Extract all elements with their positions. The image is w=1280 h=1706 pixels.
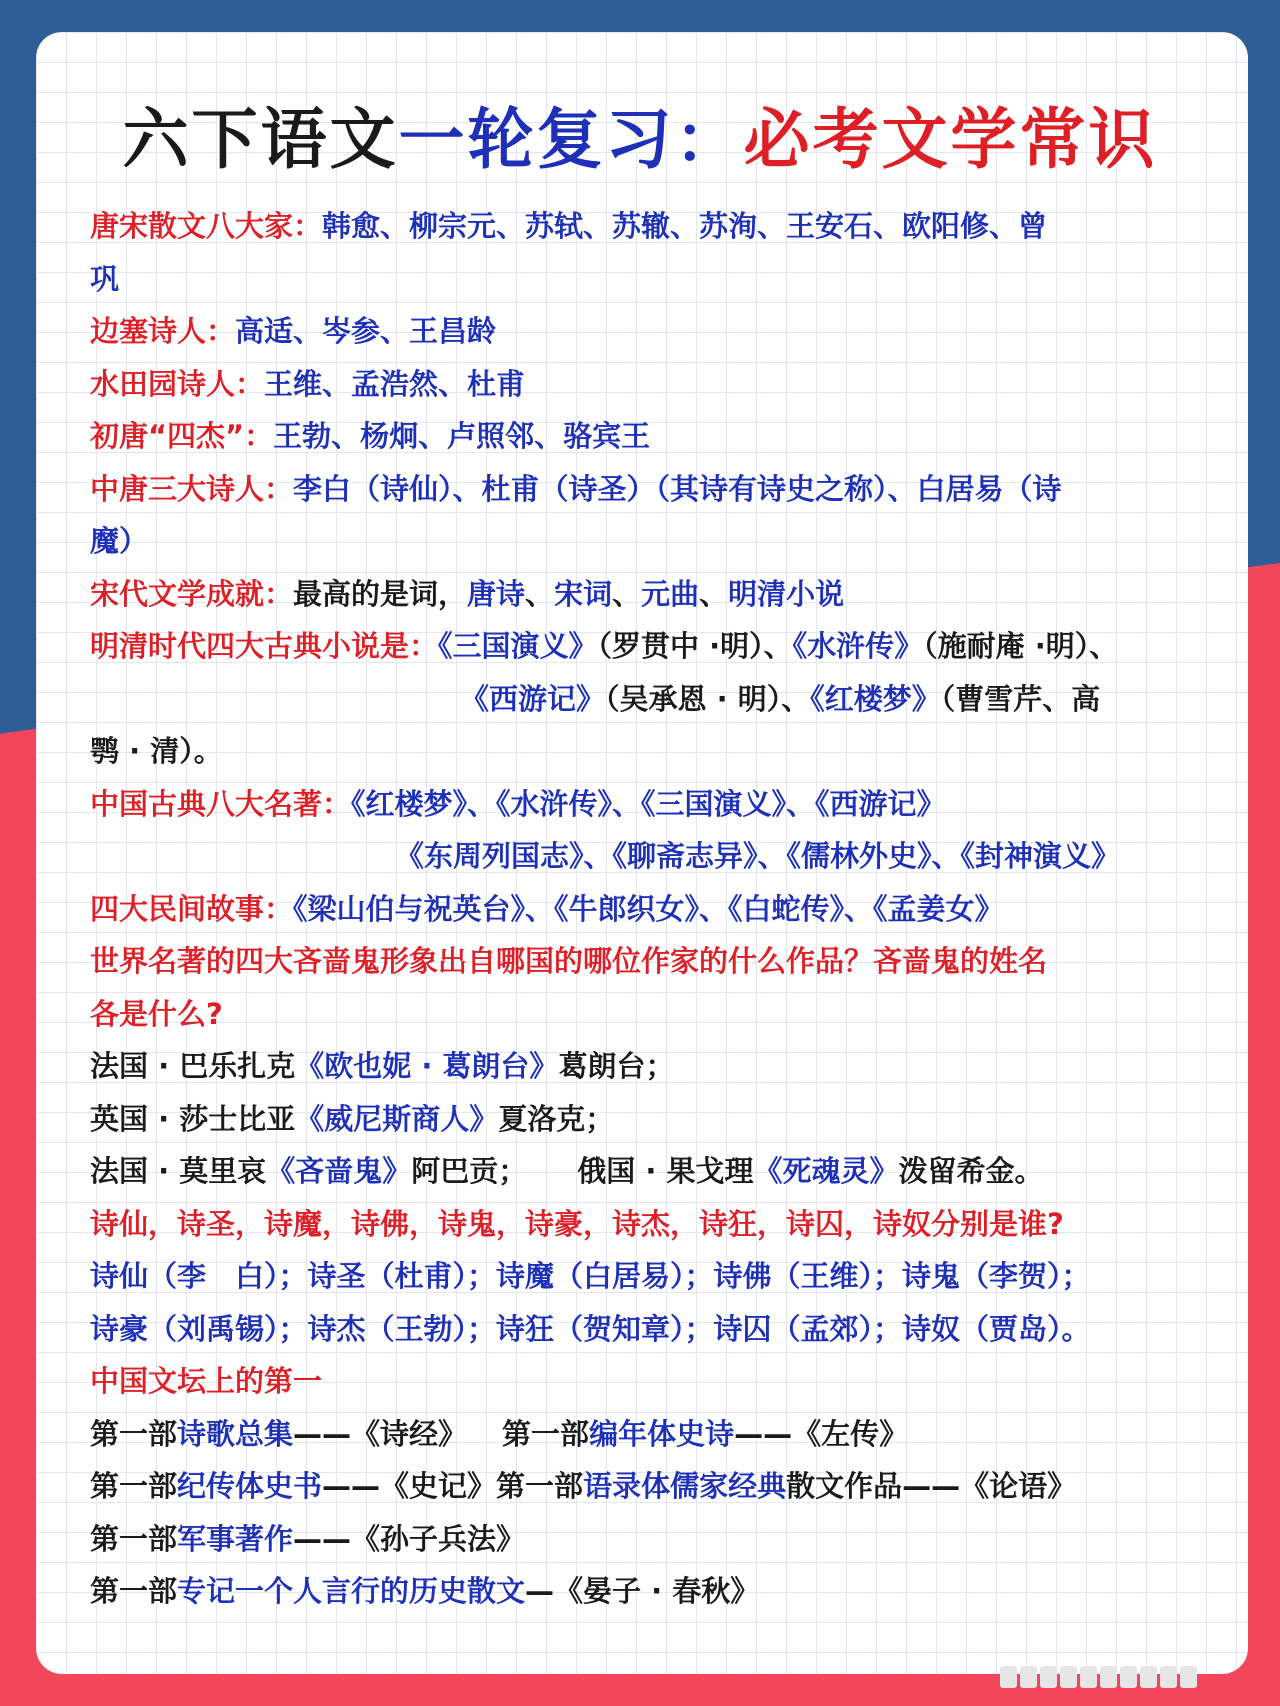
mid-tang-row-cont [90, 515, 1198, 568]
first-3-work: ——《史记》 [322, 1469, 497, 1503]
notes-content [90, 200, 1198, 1618]
song-text: 最高的是词， [293, 576, 468, 611]
poet-titles-question-row [90, 1198, 1198, 1251]
page-title [0, 100, 1280, 180]
eight-classics-row-cont [90, 830, 1198, 883]
novel-3-author: （吴承恩 · 明）、 [605, 681, 811, 716]
miser-1-work: 《欧也妮 · 葛朗台》 [295, 1049, 559, 1083]
early-tang-row [90, 410, 1198, 463]
title-part-2: 一轮复习： [398, 101, 744, 178]
early-tang-label: 初唐“四杰”： [90, 419, 274, 453]
poet-titles-line-1: 诗仙（李 白）；诗圣（杜甫）；诗魔（白居易）；诗佛（王维）；诗鬼（李贺）； [90, 1259, 1091, 1293]
first-6-category: 专记一个人言行的历史散文 [177, 1574, 526, 1608]
mid-tang-value-cont: 魔） [90, 524, 149, 558]
song-novel: 明清小说 [728, 576, 845, 611]
firsts-heading-row [90, 1355, 1198, 1408]
novel-4-author: （曹雪芹、高 [940, 681, 1101, 716]
first-4-category: 语录体儒家经典 [583, 1469, 787, 1503]
firsts-row-4 [90, 1565, 1198, 1618]
four-novels-row-end [90, 725, 1198, 778]
miser-row-1 [90, 1040, 1198, 1093]
poet-titles-row-2 [90, 1303, 1198, 1356]
poet-titles-question: 诗仙，诗圣，诗魔，诗佛，诗鬼，诗豪，诗杰，诗狂，诗囚，诗奴分别是谁? [90, 1206, 1064, 1241]
first-prefix: 第一部 [496, 1469, 584, 1503]
song-song-ci: 宋词 [554, 576, 613, 611]
frontier-value: 高适、岑参、王昌龄 [235, 314, 497, 348]
first-2-category: 编年体史诗 [589, 1416, 735, 1451]
mid-tang-label: 中唐三大诗人： [90, 471, 294, 506]
mid-tang-row [90, 463, 1198, 516]
tang-song-label: 唐宋散文八大家： [90, 209, 323, 243]
pastoral-row [90, 358, 1198, 411]
title-part-3: 必考文学常识 [743, 101, 1158, 178]
title-part-1: 六下语文 [122, 101, 399, 178]
miser-4-author: 俄国 · 果戈理 [577, 1154, 754, 1188]
eight-classics-row [90, 778, 1198, 831]
misers-question-line-1: 世界名著的四大吝啬鬼形象出自哪国的哪位作家的什么作品？吝啬鬼的姓名 [90, 944, 1048, 978]
first-prefix: 第一部 [90, 1521, 178, 1556]
miser-row-3 [90, 1145, 1198, 1198]
novel-4-author-cont: 鹗 · 清）。 [90, 734, 223, 768]
song-label: 宋代文学成就： [90, 576, 294, 611]
eight-classics-line-1: 《红楼梦》、《水浒传》、《三国演义》、《西游记》 [351, 786, 946, 821]
four-novels-label: 明清时代四大古典小说是： [90, 629, 439, 663]
first-prefix: 第一部 [90, 1416, 178, 1451]
tang-song-row-cont [90, 253, 1198, 306]
pastoral-value: 王维、孟浩然、杜甫 [264, 366, 526, 401]
miser-4-work: 《死魂灵》 [753, 1154, 899, 1188]
misers-question-line-2: 各是什么? [90, 996, 223, 1031]
miser-3-name: 阿巴贡； [411, 1154, 528, 1188]
miser-1-name: 葛朗台； [558, 1049, 675, 1083]
misers-question-row-cont [90, 988, 1198, 1041]
four-novels-row-cont [90, 673, 1198, 726]
miser-2-name: 夏洛克； [498, 1101, 615, 1136]
first-5-work: ——《孙子兵法》 [293, 1521, 526, 1556]
novel-4-title: 《红楼梦》 [810, 681, 941, 716]
novel-2-author: （施耐庵 ·明）、 [923, 629, 1119, 663]
four-novels-row [90, 620, 1198, 673]
miser-3-work: 《吝啬鬼》 [266, 1154, 412, 1188]
first-2-work: ——《左传》 [734, 1416, 909, 1451]
eight-classics-label: 中国古典八大名著： [90, 786, 352, 821]
miser-row-2 [90, 1093, 1198, 1146]
song-sep-1: 、 [525, 576, 555, 611]
miser-2-work: 《威尼斯商人》 [295, 1101, 499, 1136]
frontier-row [90, 305, 1198, 358]
novel-3-title: 《西游记》 [460, 681, 606, 716]
novel-1-title: 《三国演义》 [438, 629, 598, 663]
firsts-row-1 [90, 1408, 1198, 1461]
tang-song-value: 韩愈、柳宗元、苏轼、苏辙、苏洵、王安石、欧阳修、曾 [322, 209, 1048, 243]
first-prefix: 第一部 [90, 1469, 178, 1503]
first-5-category: 军事著作 [177, 1521, 294, 1556]
novel-1-author: （罗贯中 ·明）、 [597, 629, 793, 663]
poet-titles-row-1 [90, 1250, 1198, 1303]
miser-3-author: 法国 · 莫里哀 [90, 1154, 267, 1188]
firsts-heading: 中国文坛上的第一 [90, 1364, 323, 1398]
pastoral-label: 水田园诗人： [90, 366, 265, 401]
firsts-row-3 [90, 1513, 1198, 1566]
early-tang-value: 王勃、杨炯、卢照邻、骆宾王 [273, 419, 651, 453]
firsts-row-2 [90, 1460, 1198, 1513]
first-1-work: ——《诗经》 [293, 1416, 468, 1451]
misers-question-row [90, 935, 1198, 988]
miser-1-author: 法国 · 巴乐扎克 [90, 1049, 296, 1083]
folk-tales-label: 四大民间故事： [90, 891, 294, 926]
tang-song-value-cont: 巩 [90, 261, 120, 296]
frontier-label: 边塞诗人： [90, 314, 236, 348]
first-prefix: 第一部 [502, 1416, 590, 1451]
mid-tang-value: 李白（诗仙）、杜甫（诗圣）（其诗有诗史之称）、白居易（诗 [293, 471, 1062, 506]
first-prefix: 第一部 [90, 1574, 178, 1608]
song-sep-2: 、 [612, 576, 642, 611]
tang-song-row [90, 200, 1198, 253]
miser-2-author: 英国 · 莎士比亚 [90, 1101, 296, 1136]
song-tang-poem: 唐诗 [467, 576, 526, 611]
novel-2-title: 《水浒传》 [792, 629, 924, 663]
song-sep-3: 、 [699, 576, 729, 611]
watermark-mark [1000, 1666, 1220, 1692]
first-4-work: 散文作品——《论语》 [786, 1469, 1077, 1503]
folk-tales-value: 《梁山伯与祝英台》、《牛郎织女》、《白蛇传》、《孟姜女》 [293, 891, 1004, 926]
miser-4-name: 泼留希金。 [898, 1154, 1044, 1188]
folk-tales-row [90, 883, 1198, 936]
first-6-work: —《晏子 · 春秋》 [525, 1574, 760, 1608]
song-row [90, 568, 1198, 621]
first-3-category: 纪传体史书 [177, 1469, 323, 1503]
first-1-category: 诗歌总集 [177, 1416, 294, 1451]
song-yuan-qu: 元曲 [641, 576, 700, 611]
eight-classics-line-2: 《东周列国志》、《聊斋志异》、《儒林外史》、《封神演义》 [395, 839, 1121, 873]
poet-titles-line-2: 诗豪（刘禹锡）；诗杰（王勃）；诗狂（贺知章）；诗囚（孟郊）；诗奴（贾岛）。 [90, 1311, 1091, 1346]
